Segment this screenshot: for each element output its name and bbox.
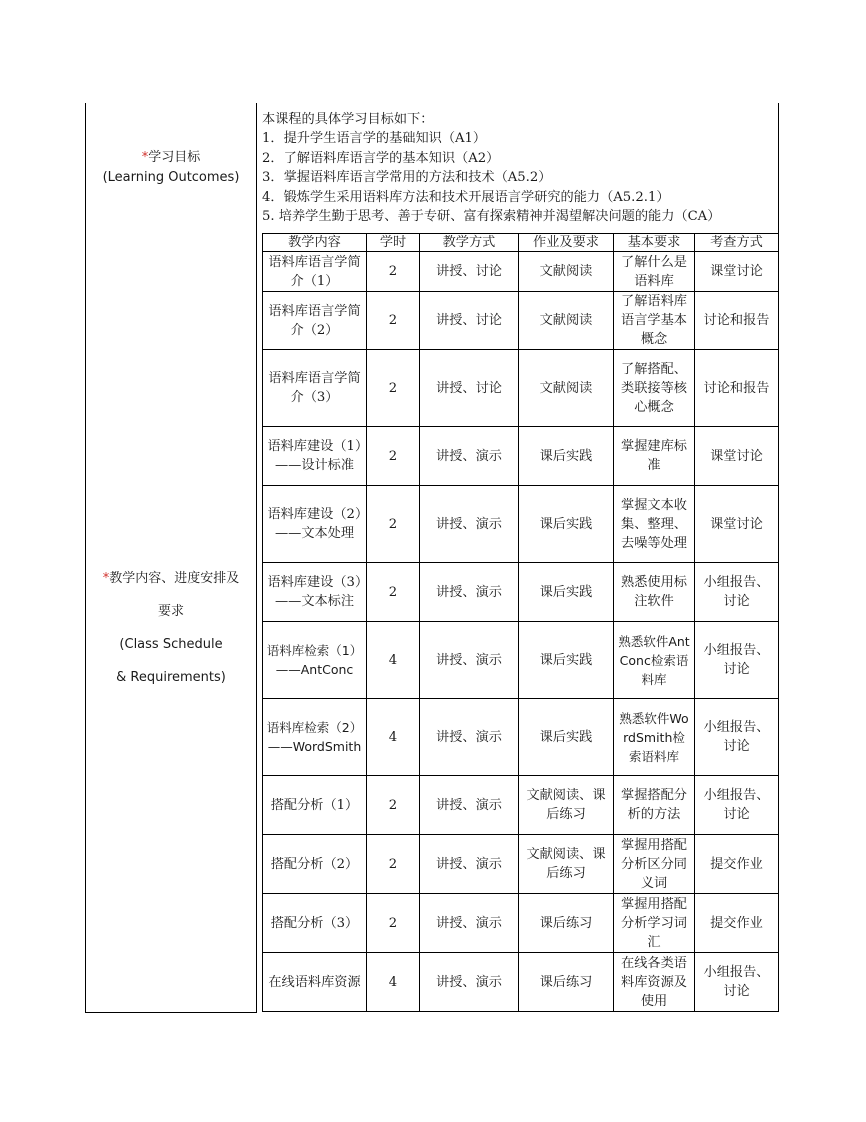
schedule-label-en-2: & Requirements) <box>116 670 226 685</box>
cell-hours: 2 <box>367 427 420 486</box>
frame-right-border <box>778 103 779 233</box>
cell-content: 语料库建设（2）——文本处理 <box>263 486 367 563</box>
learning-outcomes-label-en: (Learning Outcomes) <box>102 170 240 185</box>
cell-method: 讲授、讨论 <box>420 292 519 350</box>
table-row <box>263 486 779 563</box>
cell-assessment: 课堂讨论 <box>695 252 779 292</box>
learning-outcome-item: 2．了解语料库语言学的基本知识（A2） <box>262 150 500 166</box>
table-row <box>263 350 779 427</box>
cell-assessment: 课堂讨论 <box>695 486 779 563</box>
cell-content: 搭配分析（3） <box>263 894 367 953</box>
table-row <box>263 776 779 835</box>
cell-homework: 课后实践 <box>519 563 614 622</box>
cell-content: 语料库检索（1）——AntConc <box>263 622 367 699</box>
header-requirement: 基本要求 <box>614 234 695 252</box>
cell-method: 讲授、讨论 <box>420 350 519 427</box>
cell-assessment: 讨论和报告 <box>695 350 779 427</box>
cell-method: 讲授、演示 <box>420 427 519 486</box>
cell-assessment: 小组报告、讨论 <box>695 699 779 776</box>
cell-requirement: 掌握用搭配分析学习词汇 <box>614 894 695 953</box>
schedule-label-en-1: (Class Schedule <box>119 637 223 652</box>
learning-outcomes-label-cn: 学习目标 <box>148 150 201 165</box>
cell-homework: 课后练习 <box>519 894 614 953</box>
cell-homework: 课后实践 <box>519 427 614 486</box>
header-content: 教学内容 <box>263 234 367 252</box>
learning-outcome-item: 3．掌握语料库语言学常用的方法和技术（A5.2） <box>262 170 552 186</box>
table-row <box>263 252 779 292</box>
cell-assessment: 小组报告、讨论 <box>695 563 779 622</box>
cell-requirement: 熟悉软件WordSmith检索语料库 <box>614 699 695 776</box>
header-hours: 学时 <box>367 234 420 252</box>
schedule-label-cn-1: 教学内容、进度安排及 <box>109 571 240 586</box>
cell-requirement: 掌握建库标准 <box>614 427 695 486</box>
cell-homework: 课后实践 <box>519 486 614 563</box>
cell-content: 在线语料库资源 <box>263 953 367 1012</box>
cell-homework: 课后实践 <box>519 699 614 776</box>
cell-assessment: 小组报告、讨论 <box>695 622 779 699</box>
table-header-row <box>263 234 779 252</box>
cell-requirement: 在线各类语料库资源及使用 <box>614 953 695 1012</box>
cell-content: 搭配分析（1） <box>263 776 367 835</box>
cell-requirement: 掌握用搭配分析区分同义词 <box>614 835 695 894</box>
cell-hours: 4 <box>367 622 420 699</box>
cell-requirement: 掌握文本收集、整理、去噪等处理 <box>614 486 695 563</box>
frame-left-border <box>85 103 86 1013</box>
schedule-label-cn-2: 要求 <box>157 604 184 619</box>
cell-requirement: 了解搭配、类联接等核心概念 <box>614 350 695 427</box>
cell-hours: 2 <box>367 292 420 350</box>
table-row <box>263 292 779 350</box>
cell-assessment: 课堂讨论 <box>695 427 779 486</box>
cell-hours: 4 <box>367 699 420 776</box>
required-mark: * <box>102 571 110 586</box>
cell-method: 讲授、演示 <box>420 699 519 776</box>
cell-requirement: 掌握搭配分析的方法 <box>614 776 695 835</box>
cell-homework: 文献阅读、课后练习 <box>519 776 614 835</box>
cell-method: 讲授、演示 <box>420 776 519 835</box>
header-homework: 作业及要求 <box>519 234 614 252</box>
cell-hours: 4 <box>367 953 420 1012</box>
learning-outcomes-intro: 本课程的具体学习目标如下： <box>262 112 434 127</box>
table-row <box>263 953 779 1012</box>
cell-method: 讲授、演示 <box>420 835 519 894</box>
table-row <box>263 835 779 894</box>
cell-method: 讲授、讨论 <box>420 252 519 292</box>
frame-bottom-border <box>85 1012 257 1013</box>
cell-content: 语料库检索（2）——WordSmith <box>263 699 367 776</box>
schedule-label <box>86 562 256 694</box>
cell-homework: 文献阅读 <box>519 292 614 350</box>
cell-assessment: 讨论和报告 <box>695 292 779 350</box>
schedule-table <box>262 233 779 1012</box>
cell-requirement: 了解什么是语料库 <box>614 252 695 292</box>
cell-method: 讲授、演示 <box>420 563 519 622</box>
header-method: 教学方式 <box>420 234 519 252</box>
cell-homework: 课后实践 <box>519 622 614 699</box>
cell-assessment: 提交作业 <box>695 835 779 894</box>
learning-outcomes-text <box>262 110 778 226</box>
table-row <box>263 622 779 699</box>
cell-content: 搭配分析（2） <box>263 835 367 894</box>
cell-homework: 文献阅读、课后练习 <box>519 835 614 894</box>
cell-requirement: 熟悉使用标注软件 <box>614 563 695 622</box>
table-row <box>263 699 779 776</box>
cell-homework: 文献阅读 <box>519 252 614 292</box>
cell-hours: 2 <box>367 563 420 622</box>
cell-requirement: 了解语料库语言学基本概念 <box>614 292 695 350</box>
cell-content: 语料库建设（1）——设计标准 <box>263 427 367 486</box>
cell-method: 讲授、演示 <box>420 953 519 1012</box>
cell-hours: 2 <box>367 776 420 835</box>
cell-hours: 2 <box>367 835 420 894</box>
cell-homework: 文献阅读 <box>519 350 614 427</box>
cell-content: 语料库建设（3）——文本标注 <box>263 563 367 622</box>
cell-method: 讲授、演示 <box>420 894 519 953</box>
cell-content: 语料库语言学简介（3） <box>263 350 367 427</box>
cell-requirement: 熟悉软件AntConc检索语料库 <box>614 622 695 699</box>
cell-assessment: 小组报告、讨论 <box>695 953 779 1012</box>
learning-outcomes-label <box>86 148 256 188</box>
cell-method: 讲授、演示 <box>420 486 519 563</box>
required-mark: * <box>141 150 149 165</box>
cell-content: 语料库语言学简介（1） <box>263 252 367 292</box>
cell-homework: 课后练习 <box>519 953 614 1012</box>
cell-method: 讲授、演示 <box>420 622 519 699</box>
learning-outcome-item: 5. 培养学生勤于思考、善于专研、富有探索精神并渴望解决问题的能力（CA） <box>262 209 721 225</box>
learning-outcome-item: 4．锻炼学生采用语料库方法和技术开展语言学研究的能力（A5.2.1） <box>262 189 670 205</box>
cell-assessment: 提交作业 <box>695 894 779 953</box>
cell-hours: 2 <box>367 486 420 563</box>
cell-hours: 2 <box>367 894 420 953</box>
table-row <box>263 563 779 622</box>
table-row <box>263 427 779 486</box>
cell-content: 语料库语言学简介（2） <box>263 292 367 350</box>
frame-divider <box>256 103 257 1013</box>
table-row <box>263 894 779 953</box>
header-assessment: 考查方式 <box>695 234 779 252</box>
learning-outcome-item: 1．提升学生语言学的基础知识（A1） <box>262 131 487 147</box>
cell-assessment: 小组报告、讨论 <box>695 776 779 835</box>
cell-hours: 2 <box>367 350 420 427</box>
cell-hours: 2 <box>367 252 420 292</box>
